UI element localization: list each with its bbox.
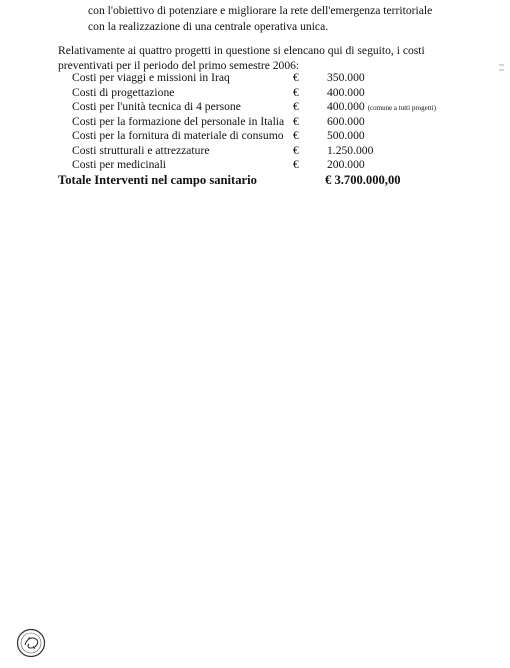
- cost-amount: 400.000 (comune a tutti progetti): [327, 100, 436, 113]
- cost-amount: 350.000: [327, 71, 365, 84]
- cost-label: Costi di progettazione: [72, 85, 175, 99]
- cost-amount: 1.250.000: [327, 143, 374, 157]
- cost-label: Costi per l'unità tecnica di 4 persone: [72, 100, 241, 113]
- cost-label: Costi per viaggi e missioni in Iraq: [72, 71, 230, 84]
- cost-amount: 400.000: [327, 85, 365, 99]
- total-label: Totale Interventi nel campo sanitario: [58, 173, 257, 187]
- lead-line: preventivati per il periodo del primo semestre 2006:: [58, 59, 300, 72]
- lead-paragraph: [58, 43, 478, 73]
- intro-line: con la realizzazione di una centrale operativa unica.: [88, 20, 329, 33]
- cost-label: Costi per medicinali: [72, 158, 167, 171]
- cost-label: Costi per la formazione del personale in Italia: [72, 114, 285, 128]
- cost-currency: €: [293, 100, 299, 113]
- cost-note: (comune a tutti progetti): [367, 104, 436, 112]
- cost-currency: €: [293, 85, 299, 99]
- cost-currency: €: [293, 71, 299, 84]
- seal-stamp-icon: [16, 628, 46, 658]
- intro-paragraph: [88, 3, 488, 35]
- cost-currency: €: [293, 158, 299, 171]
- cost-amount: 200.000: [327, 158, 365, 171]
- cost-label: Costi strutturali e attrezzature: [72, 143, 210, 157]
- cost-label: Costi per la fornitura di materiale di consumo: [72, 129, 284, 142]
- cost-currency: €: [293, 129, 299, 142]
- cost-currency: €: [293, 114, 299, 128]
- cost-currency: €: [293, 143, 299, 157]
- cost-amount: 500.000: [327, 129, 365, 142]
- margin-mark-icon: [499, 64, 504, 72]
- total-amount: € 3.700.000,00: [325, 173, 401, 187]
- cost-amount: 600.000: [327, 114, 365, 128]
- intro-line: con l'obiettivo di potenziare e migliorare la rete dell'emergenza territoriale: [88, 4, 433, 17]
- lead-line: Relativamente ai quattro progetti in questione si elencano qui di seguito, i costi: [58, 44, 425, 57]
